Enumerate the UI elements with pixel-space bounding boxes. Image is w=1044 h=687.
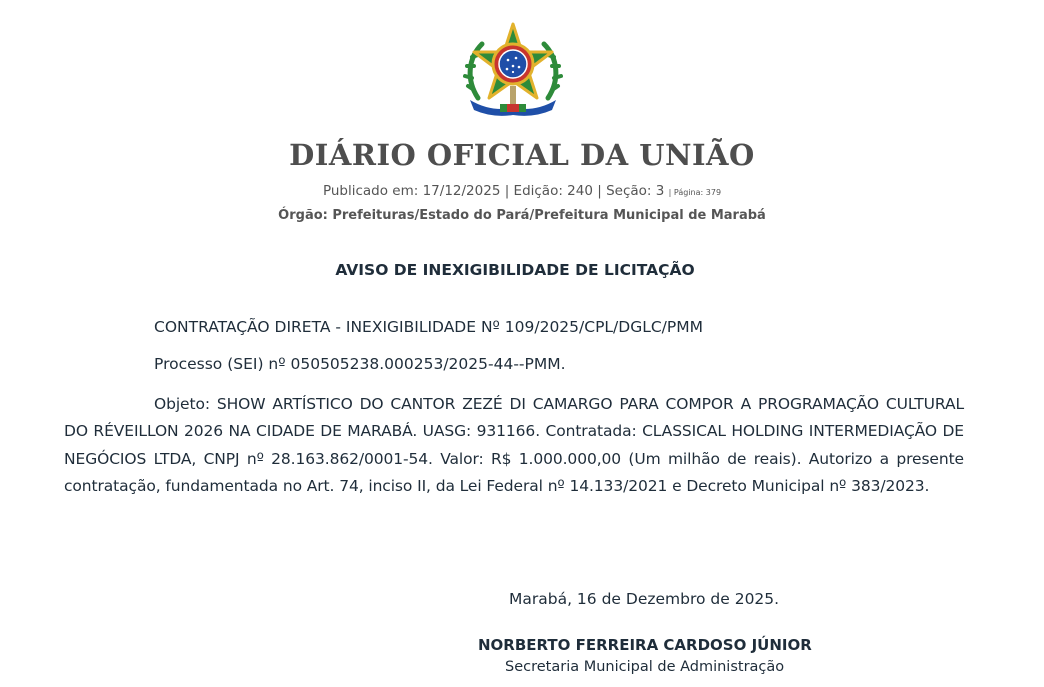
signatory-role: Secretaria Municipal de Administração [505, 659, 785, 675]
contract-line: CONTRATAÇÃO DIRETA - INEXIGIBILIDADE Nº 109/2025/CPL/DGLC/PMM [154, 318, 704, 336]
notice-title: AVISO DE INEXIGIBILIDADE DE LICITAÇÃO [335, 261, 695, 279]
place-date: Marabá, 16 de Dezembro de 2025. [509, 590, 780, 608]
masthead-title: DIÁRIO OFICIAL DA UNIÃO [289, 138, 755, 172]
page-number: | Página: 379 [668, 188, 722, 197]
publication-details: Publicado em: 17/12/2025 | Edição: 240 | Seção: 3 [322, 183, 665, 199]
object-paragraph: Objeto: SHOW ARTÍSTICO DO CANTOR ZEZÉ DI CAMARGO PARA COMPOR A PROGRAMAÇÃO CULTURAL DO RÉVEILLON 2026 NA CIDADE DE MARABÁ. UASG: 931166. Contratada: CLASSICAL HOLDING INTERMEDIAÇÃO DE NEGÓCIOS LTDA, CNPJ nº 28.163.862/0001-54. Valor: R$ 1.000.000,00 (Um milhão de reais). Autorizo a presente contratação, fundamentada no Art. 74, inciso II, da Lei Federal nº 14.133/2021 e Decreto Municipal nº 383/2023. [64, 395, 964, 496]
signatory-name: NORBERTO FERREIRA CARDOSO JÚNIOR [478, 636, 812, 654]
process-line: Processo (SEI) nº 050505238.000253/2025-44--PMM. [154, 355, 566, 373]
publication-info [0, 183, 1044, 199]
brazil-coat-of-arms-icon [460, 20, 566, 120]
issuing-organ: Órgão: Prefeituras/Estado do Pará/Prefeitura Municipal de Marabá [278, 208, 766, 223]
